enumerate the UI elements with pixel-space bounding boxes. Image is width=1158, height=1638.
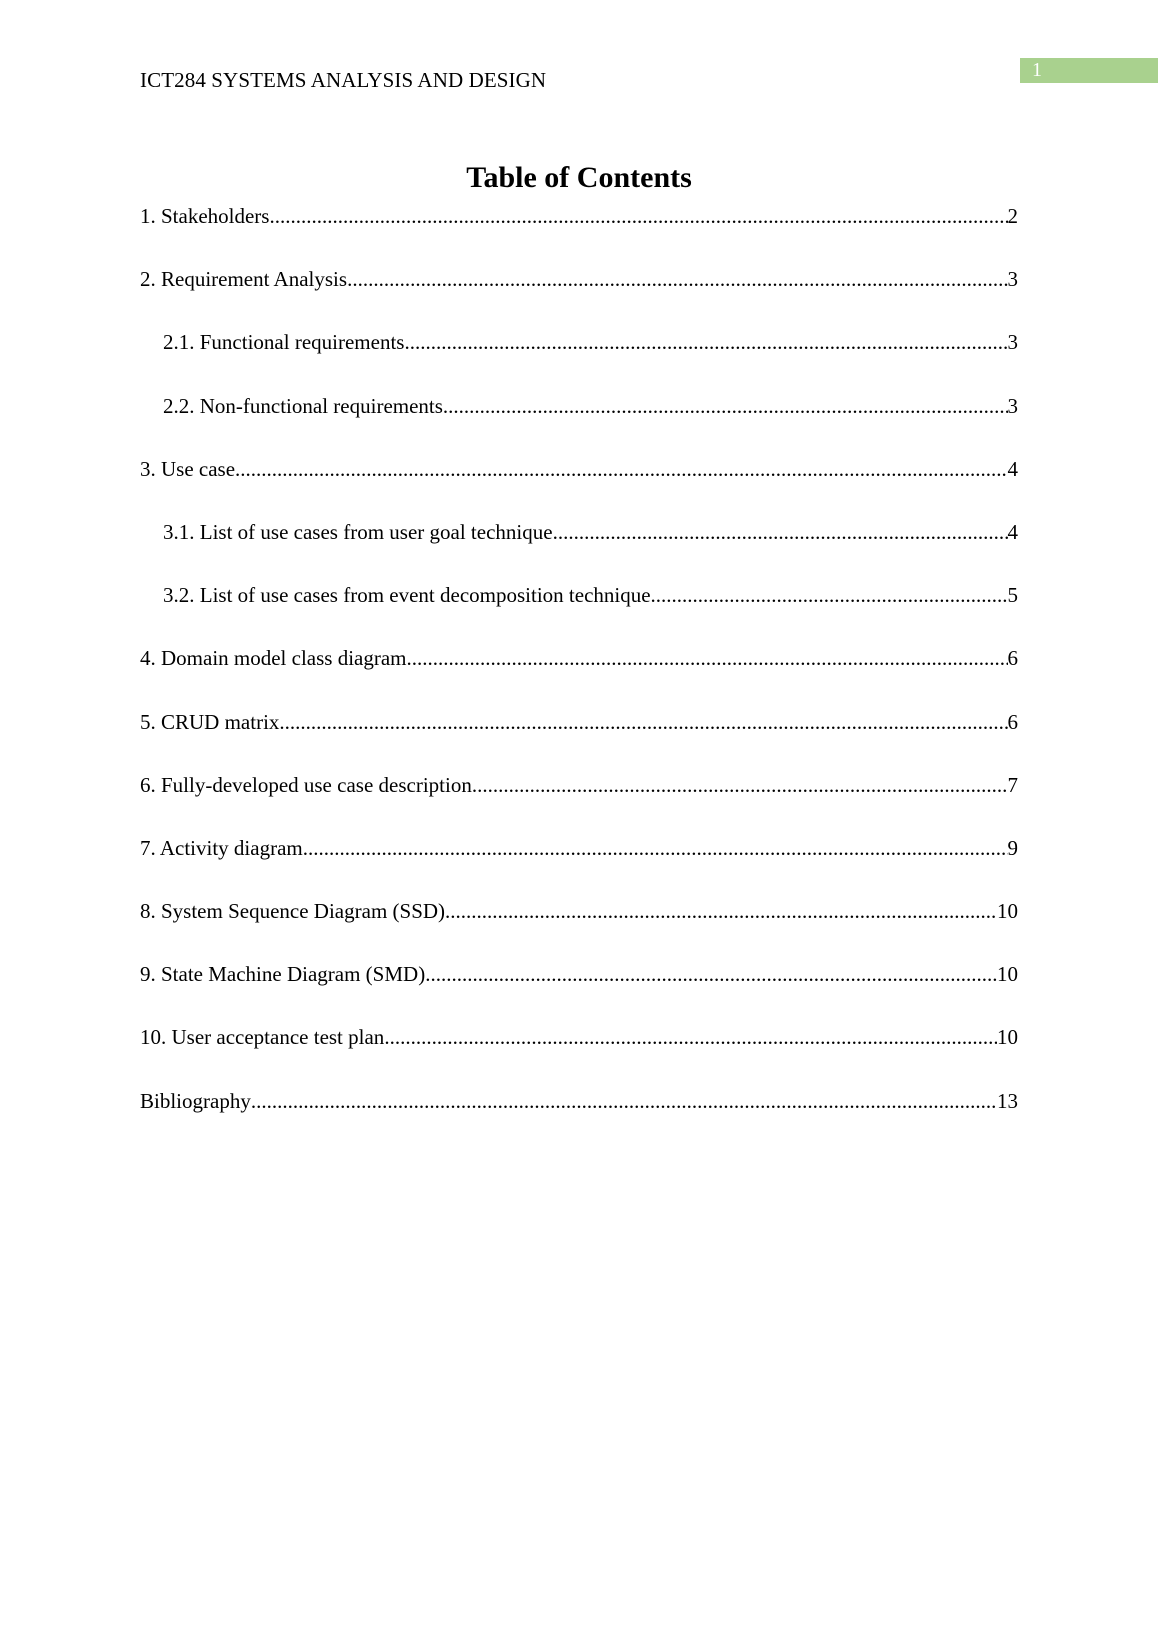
toc-entry-page-number: 3 [1007, 330, 1018, 355]
dot-leader [235, 451, 1007, 487]
toc-entry-page-number: 4 [1007, 456, 1018, 481]
toc-entry-page-number: 4 [1007, 519, 1018, 544]
toc-entry-page-number: 6 [1007, 646, 1018, 671]
toc-entry-state-machine-diagram[interactable] [140, 956, 1018, 1019]
toc-entry-label: 9. State Machine Diagram (SMD) [140, 962, 426, 987]
dot-leader [384, 1019, 997, 1055]
toc-entry-use-case-description[interactable] [140, 767, 1018, 830]
toc-entry-page-number: 10 [997, 899, 1018, 924]
toc-entry-system-sequence-diagram[interactable] [140, 893, 1018, 956]
dot-leader [472, 767, 1008, 803]
toc-entry-label: 3.2. List of use cases from event decomposition technique [163, 583, 651, 608]
dot-leader [347, 261, 1007, 297]
toc-entry-label: 2. Requirement Analysis [140, 267, 348, 292]
toc-entry-label: Bibliography [140, 1088, 251, 1113]
toc-entry-user-goal-technique[interactable] [140, 514, 1018, 577]
dot-leader [303, 830, 1008, 866]
toc-entry-label: 3. Use case [140, 456, 236, 481]
toc-entry-label: 6. Fully-developed use case description [140, 772, 472, 797]
toc-entry-page-number: 5 [1007, 583, 1018, 608]
toc-entry-label: 8. System Sequence Diagram (SSD) [140, 899, 446, 924]
toc-entry-label: 4. Domain model class diagram [140, 646, 407, 671]
dot-leader [445, 893, 997, 929]
toc-entry-label: 1. Stakeholders [140, 204, 270, 228]
toc-entry-user-acceptance-test-plan[interactable] [140, 1019, 1018, 1082]
toc-entry-label: 7. Activity diagram [140, 835, 303, 860]
toc-entry-page-number: 6 [1007, 709, 1018, 734]
dot-leader [279, 704, 1007, 740]
toc-entry-label: 3.1. List of use cases from user goal technique [163, 519, 553, 544]
dot-leader [404, 324, 1007, 360]
dot-leader [651, 577, 1008, 613]
dot-leader [553, 514, 1008, 550]
toc-entry-event-decomposition-technique[interactable] [140, 577, 1018, 640]
toc-entry-label: 5. CRUD matrix [140, 709, 280, 734]
toc-entry-page-number: 10 [997, 962, 1018, 987]
table-of-contents [140, 198, 1018, 1146]
toc-entry-crud-matrix[interactable] [140, 704, 1018, 767]
document-header-title: ICT284 SYSTEMS ANALYSIS AND DESIGN [140, 68, 547, 92]
toc-entry-activity-diagram[interactable] [140, 830, 1018, 893]
toc-entry-page-number: 3 [1007, 393, 1018, 418]
toc-entry-page-number: 3 [1007, 267, 1018, 292]
toc-entry-domain-model-class-diagram[interactable] [140, 640, 1018, 703]
toc-entry-page-number: 9 [1007, 835, 1018, 860]
toc-entry-label: 10. User acceptance test plan [140, 1025, 385, 1050]
toc-entry-label: 2.1. Functional requirements [163, 330, 405, 355]
dot-leader [443, 388, 1008, 424]
toc-entry-page-number: 2 [1007, 204, 1018, 228]
toc-entry-label: 2.2. Non-functional requirements [163, 393, 443, 418]
toc-entry-use-case[interactable] [140, 451, 1018, 514]
toc-entry-page-number: 13 [997, 1088, 1018, 1113]
toc-entry-page-number: 10 [997, 1025, 1018, 1050]
toc-entry-requirement-analysis[interactable] [140, 261, 1018, 324]
dot-leader [269, 198, 1007, 234]
toc-entry-bibliography[interactable] [140, 1083, 1018, 1146]
dot-leader [425, 956, 997, 992]
toc-entry-non-functional-requirements[interactable] [140, 388, 1018, 451]
dot-leader [407, 640, 1008, 676]
toc-entry-stakeholders[interactable] [140, 198, 1018, 261]
dot-leader [251, 1083, 997, 1119]
toc-heading: Table of Contents [466, 161, 692, 194]
toc-entry-functional-requirements[interactable] [140, 324, 1018, 387]
page-number-badge: 1 [1020, 58, 1158, 83]
toc-entry-page-number: 7 [1007, 772, 1018, 797]
